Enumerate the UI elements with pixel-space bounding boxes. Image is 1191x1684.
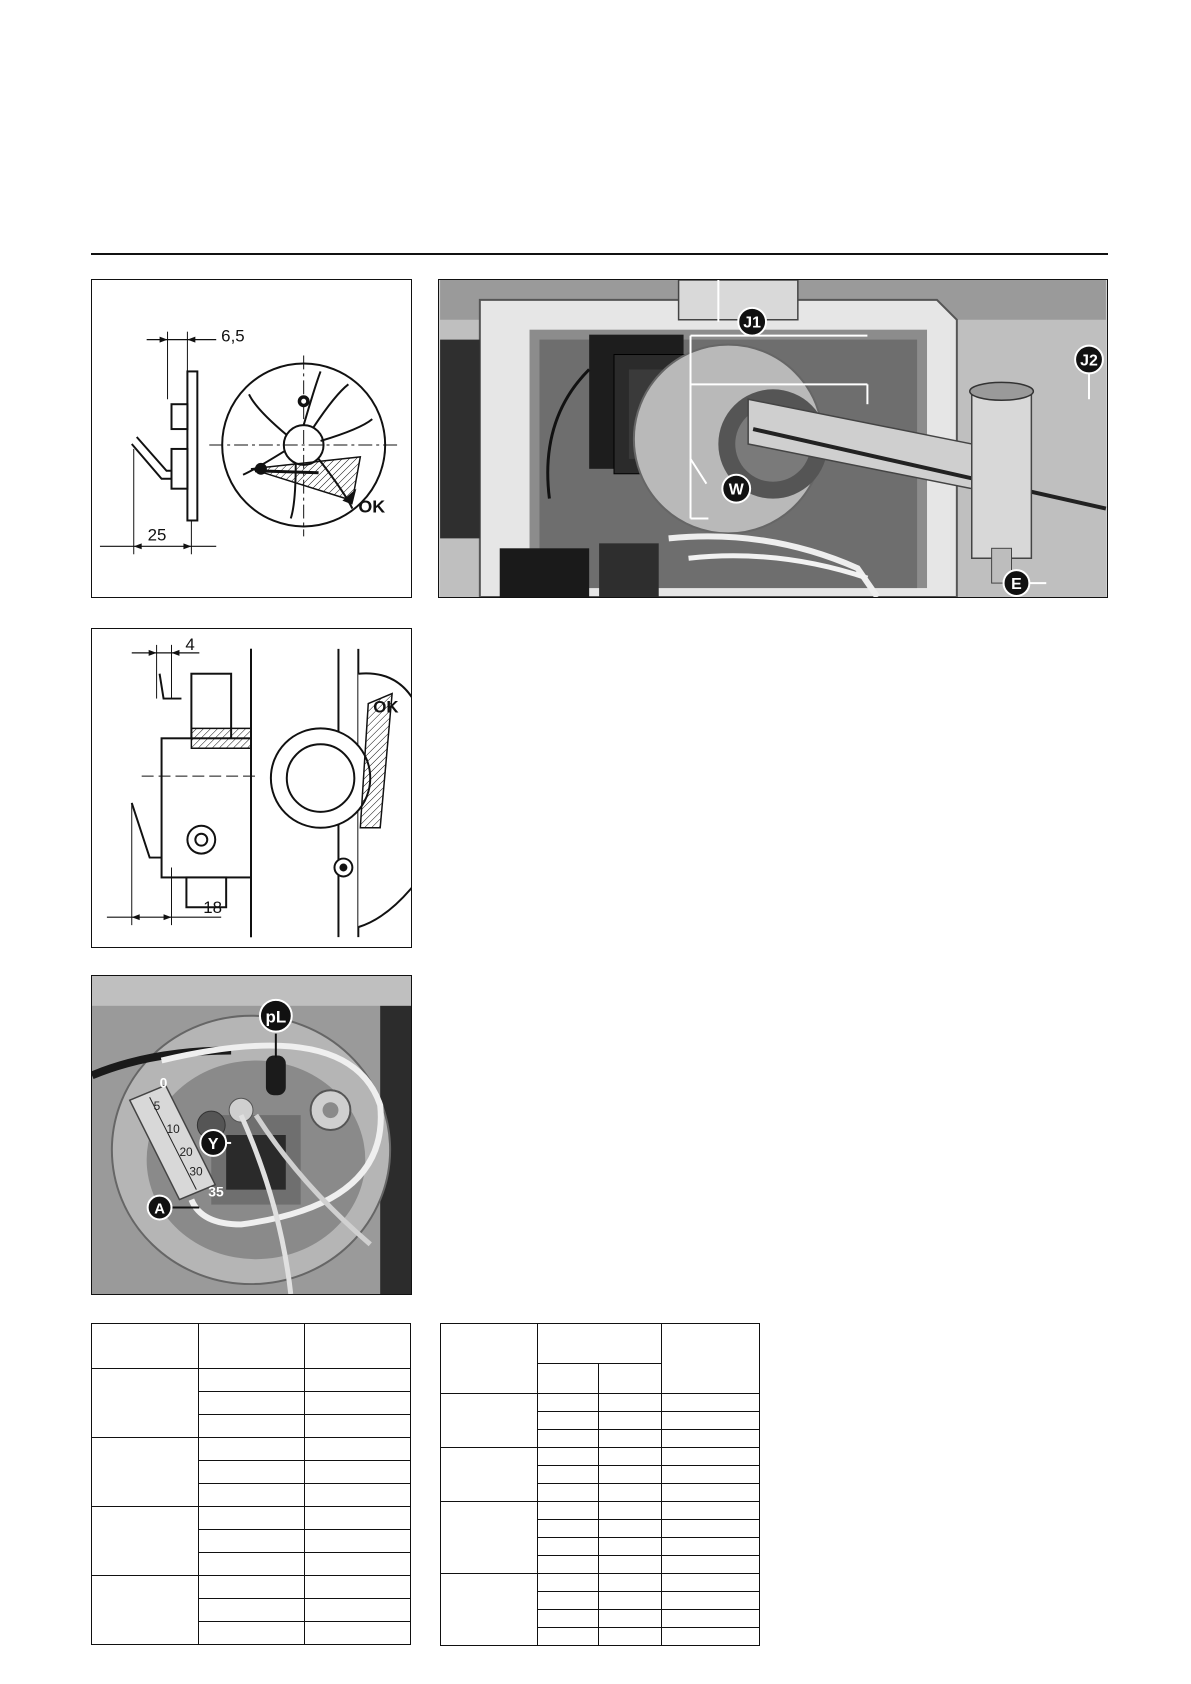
scale-mark-20: 20	[179, 1144, 193, 1159]
electrode-drawing	[92, 280, 411, 597]
dimension-label-top: 4	[185, 634, 195, 654]
settings-table-1	[91, 1323, 411, 1645]
svg-text:pL: pL	[265, 1007, 287, 1027]
svg-text:W: W	[728, 481, 744, 499]
dimension-label-bottom: 25	[147, 525, 167, 545]
table-header-row	[441, 1324, 760, 1364]
svg-text:E: E	[1011, 576, 1022, 594]
dimension-label-bottom: 18	[203, 898, 223, 918]
table-row	[92, 1369, 411, 1392]
figure-electrode-adjustment-2	[91, 628, 412, 948]
svg-text:Y: Y	[207, 1135, 219, 1153]
table-row	[441, 1448, 760, 1466]
marker-pl	[260, 1000, 292, 1032]
scale-mark-0: 0	[159, 1074, 168, 1091]
ok-label: OK	[373, 697, 399, 717]
marker-e	[1004, 570, 1030, 596]
marker-y	[200, 1130, 226, 1156]
scale-mark-30: 30	[189, 1164, 203, 1179]
photo-burner-assembly	[438, 279, 1108, 598]
scale-mark-5: 5	[153, 1099, 161, 1114]
table-row	[92, 1438, 411, 1461]
marker-j2	[1075, 346, 1103, 374]
pressure-photo	[92, 976, 411, 1294]
settings-table-2	[440, 1323, 760, 1646]
burner-photo	[439, 280, 1107, 597]
scale-mark-35: 35	[208, 1183, 224, 1200]
table-row	[441, 1502, 760, 1520]
scale-mark-10: 10	[166, 1122, 180, 1137]
table-row	[92, 1576, 411, 1599]
svg-text:J2: J2	[1080, 352, 1098, 370]
svg-text:J1: J1	[743, 314, 761, 332]
table-row	[441, 1394, 760, 1412]
table-header-row	[92, 1324, 411, 1369]
marker-a	[148, 1196, 172, 1220]
photo-pressure-measurement	[91, 975, 412, 1295]
table-row	[92, 1507, 411, 1530]
electrode-drawing-2	[92, 629, 411, 947]
header-rule	[91, 253, 1108, 255]
svg-text:A: A	[154, 1201, 165, 1218]
dimension-label-top: 6,5	[221, 326, 245, 346]
marker-j1	[738, 308, 766, 336]
figure-electrode-adjustment	[91, 279, 412, 598]
table-row	[441, 1574, 760, 1592]
ok-label: OK	[358, 496, 386, 517]
marker-w	[722, 475, 750, 503]
